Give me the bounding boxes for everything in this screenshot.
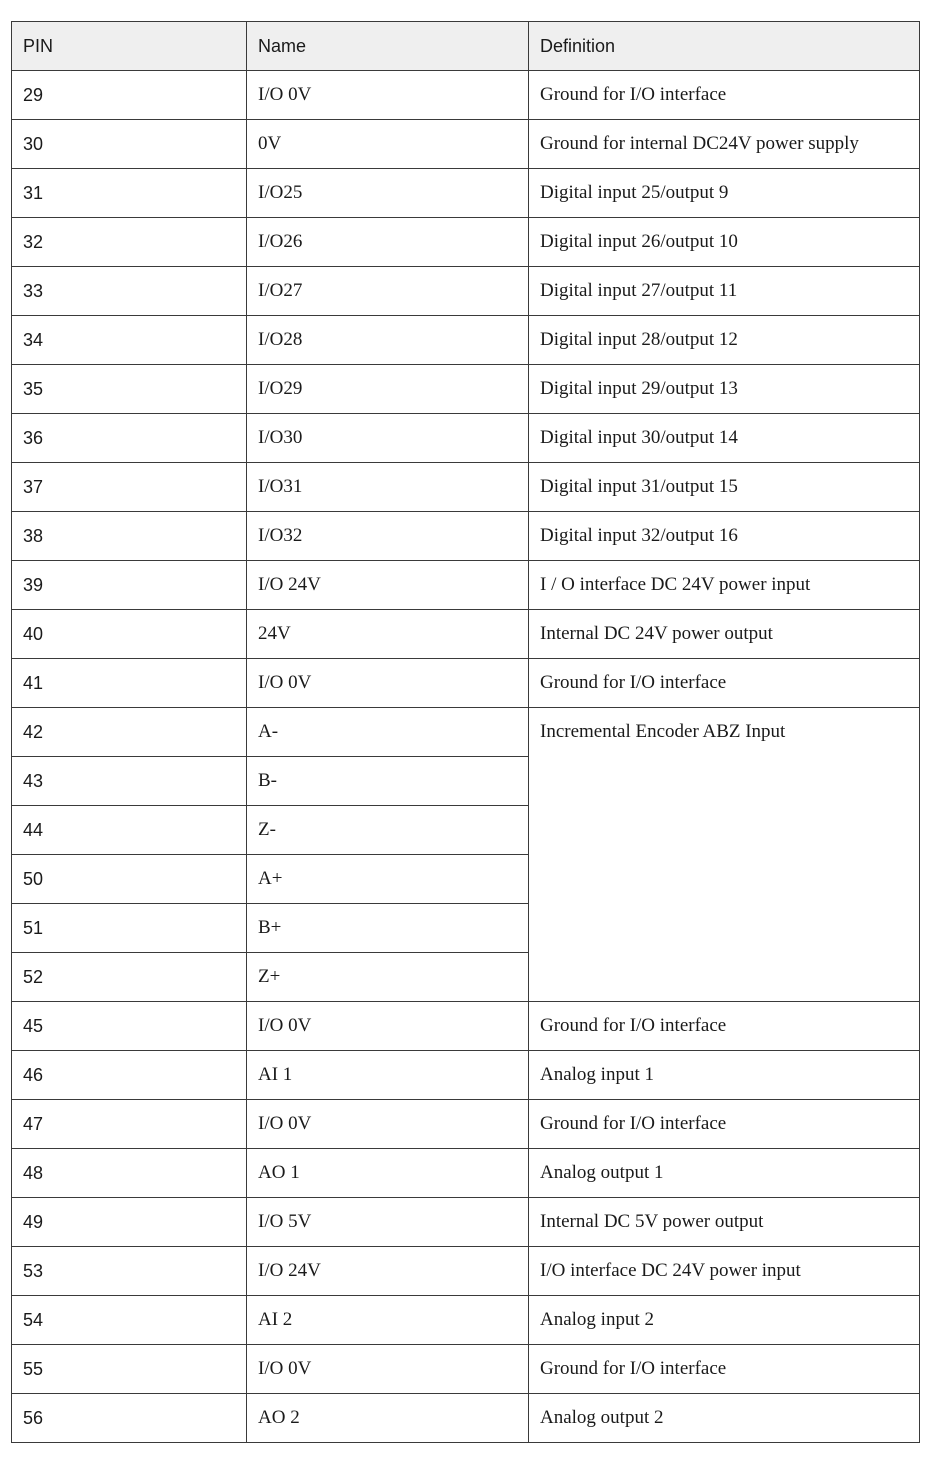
name-cell: AI 2	[247, 1296, 529, 1345]
name-cell: 0V	[247, 120, 529, 169]
table-row	[12, 1198, 920, 1247]
name-cell: I/O 0V	[247, 659, 529, 708]
definition-cell: Ground for I/O interface	[529, 1345, 920, 1394]
pin-cell: 41	[12, 659, 247, 708]
pin-cell: 30	[12, 120, 247, 169]
name-cell: 24V	[247, 610, 529, 659]
pin-cell: 31	[12, 169, 247, 218]
definition-cell: Digital input 26/output 10	[529, 218, 920, 267]
definition-cell: Ground for internal DC24V power supply	[529, 120, 920, 169]
definition-cell: Analog output 1	[529, 1149, 920, 1198]
definition-cell: Digital input 31/output 15	[529, 463, 920, 512]
pin-cell: 51	[12, 904, 247, 953]
pin-cell: 47	[12, 1100, 247, 1149]
pin-cell: 55	[12, 1345, 247, 1394]
table-row	[12, 1345, 920, 1394]
header-name: Name	[247, 22, 529, 71]
name-cell: A-	[247, 708, 529, 757]
name-cell: AI 1	[247, 1051, 529, 1100]
pin-cell: 54	[12, 1296, 247, 1345]
pin-cell: 29	[12, 71, 247, 120]
table-row	[12, 365, 920, 414]
definition-cell: Digital input 25/output 9	[529, 169, 920, 218]
definition-cell: Analog input 2	[529, 1296, 920, 1345]
header-definition: Definition	[529, 22, 920, 71]
name-cell: I/O 0V	[247, 1100, 529, 1149]
definition-cell: Ground for I/O interface	[529, 1100, 920, 1149]
table-body	[12, 71, 920, 1443]
name-cell: I/O 0V	[247, 1345, 529, 1394]
pin-cell: 40	[12, 610, 247, 659]
pin-cell: 35	[12, 365, 247, 414]
table-row	[12, 120, 920, 169]
name-cell: I/O 5V	[247, 1198, 529, 1247]
table-row	[12, 267, 920, 316]
table-row	[12, 1002, 920, 1051]
table-row	[12, 316, 920, 365]
table-row	[12, 1100, 920, 1149]
pin-cell: 38	[12, 512, 247, 561]
name-cell: Z+	[247, 953, 529, 1002]
definition-cell: Analog output 2	[529, 1394, 920, 1443]
name-cell: AO 1	[247, 1149, 529, 1198]
pin-cell: 34	[12, 316, 247, 365]
name-cell: I/O26	[247, 218, 529, 267]
pin-cell: 45	[12, 1002, 247, 1051]
table-row	[12, 169, 920, 218]
definition-cell: Analog input 1	[529, 1051, 920, 1100]
table-row	[12, 708, 920, 757]
name-cell: AO 2	[247, 1394, 529, 1443]
pin-cell: 50	[12, 855, 247, 904]
table-row	[12, 1051, 920, 1100]
pin-cell: 42	[12, 708, 247, 757]
header-pin: PIN	[12, 22, 247, 71]
name-cell: I/O27	[247, 267, 529, 316]
name-cell: I/O 24V	[247, 1247, 529, 1296]
encoder-definition-cell: Incremental Encoder ABZ Input	[529, 708, 920, 1002]
definition-cell: Ground for I/O interface	[529, 1002, 920, 1051]
name-cell: A+	[247, 855, 529, 904]
table-row	[12, 1394, 920, 1443]
name-cell: I/O 0V	[247, 1002, 529, 1051]
header-row	[12, 22, 920, 71]
table-row	[12, 610, 920, 659]
definition-cell: Internal DC 24V power output	[529, 610, 920, 659]
name-cell: Z-	[247, 806, 529, 855]
name-cell: I/O 0V	[247, 71, 529, 120]
pin-cell: 56	[12, 1394, 247, 1443]
pin-cell: 39	[12, 561, 247, 610]
pin-definition-table	[11, 21, 920, 1443]
table-row	[12, 561, 920, 610]
pin-cell: 33	[12, 267, 247, 316]
table-header	[12, 22, 920, 71]
table-row	[12, 463, 920, 512]
definition-cell: Ground for I/O interface	[529, 71, 920, 120]
definition-cell: Digital input 29/output 13	[529, 365, 920, 414]
name-cell: B-	[247, 757, 529, 806]
pin-cell: 52	[12, 953, 247, 1002]
name-cell: I/O30	[247, 414, 529, 463]
pin-cell: 37	[12, 463, 247, 512]
name-cell: I/O 24V	[247, 561, 529, 610]
definition-cell: Digital input 32/output 16	[529, 512, 920, 561]
table-row	[12, 512, 920, 561]
pin-cell: 49	[12, 1198, 247, 1247]
pin-cell: 32	[12, 218, 247, 267]
definition-cell: Digital input 27/output 11	[529, 267, 920, 316]
table-row	[12, 71, 920, 120]
definition-cell: I / O interface DC 24V power input	[529, 561, 920, 610]
table-row	[12, 414, 920, 463]
table-row	[12, 1296, 920, 1345]
definition-cell: Internal DC 5V power output	[529, 1198, 920, 1247]
name-cell: I/O29	[247, 365, 529, 414]
pin-cell: 36	[12, 414, 247, 463]
definition-cell: Ground for I/O interface	[529, 659, 920, 708]
name-cell: I/O28	[247, 316, 529, 365]
pin-cell: 43	[12, 757, 247, 806]
name-cell: I/O25	[247, 169, 529, 218]
name-cell: B+	[247, 904, 529, 953]
definition-cell: Digital input 28/output 12	[529, 316, 920, 365]
table-row	[12, 1149, 920, 1198]
pin-cell: 46	[12, 1051, 247, 1100]
table-row	[12, 1247, 920, 1296]
name-cell: I/O32	[247, 512, 529, 561]
table-row	[12, 218, 920, 267]
pin-cell: 53	[12, 1247, 247, 1296]
definition-cell: I/O interface DC 24V power input	[529, 1247, 920, 1296]
pin-cell: 44	[12, 806, 247, 855]
name-cell: I/O31	[247, 463, 529, 512]
definition-cell: Digital input 30/output 14	[529, 414, 920, 463]
table-row	[12, 659, 920, 708]
pin-cell: 48	[12, 1149, 247, 1198]
